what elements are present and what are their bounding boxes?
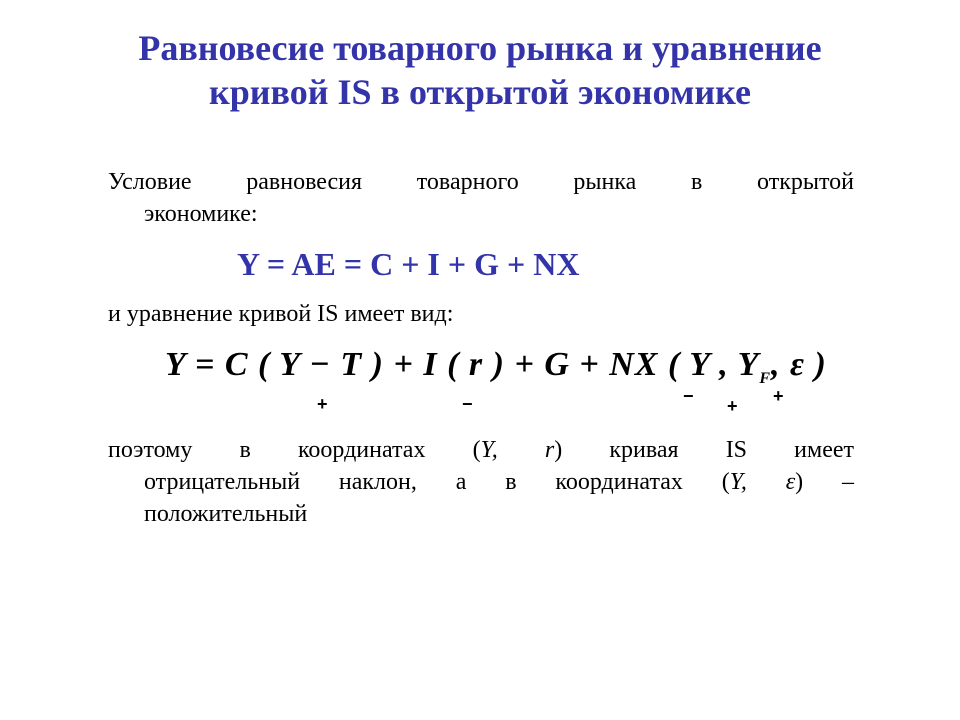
title-line-2: кривой IS в открытой экономике: [209, 72, 751, 112]
slide-title: [40, 26, 920, 114]
equilibrium-condition-paragraph: [108, 166, 854, 230]
paragraph-3-line-3: положительный: [144, 501, 308, 527]
sign-consumption-income: +: [317, 394, 328, 414]
is-curve-equation: [165, 346, 845, 416]
sign-nx-exchange-rate: +: [773, 386, 784, 406]
paragraph-3-line-2: [108, 466, 854, 498]
paragraph-1-line-1: Условие равновесия товарного рынка в открытой: [108, 169, 854, 195]
is-equation-formula: [165, 346, 827, 388]
equilibrium-equation: Y = AE = C + I + G + NX: [237, 246, 580, 282]
is-equation-subscript: F: [759, 370, 772, 387]
paragraph-2-line-1: и уравнение кривой IS имеет вид:: [108, 301, 454, 327]
sign-investment-rate: −: [462, 394, 473, 414]
sign-nx-foreign-income: +: [727, 396, 738, 416]
is-curve-intro: [108, 298, 854, 330]
p3-line1-part-b: ) кривая IS имеет: [554, 437, 854, 463]
p3-line1-part-a: поэтому в координатах (: [108, 437, 481, 463]
slope-conclusion-paragraph: [108, 434, 854, 530]
is-equation-main: Y = C ( Y − T ) + I ( r ) + G + NX ( Y , Y: [165, 346, 760, 383]
paragraph-1-line-2: экономике:: [144, 201, 258, 227]
is-equation-tail: , ε ): [771, 346, 827, 383]
p3-line2-part-b: ) –: [795, 469, 855, 495]
title-line-1: Равновесие товарного рынка и уравнение: [138, 28, 822, 68]
p3-line1-coordinates: Y, r: [480, 437, 555, 463]
p3-line2-coordinates: Y, ε: [729, 469, 796, 495]
sign-nx-income: −: [683, 386, 694, 406]
paragraph-3-line-1: [108, 434, 854, 466]
p3-line2-part-a: отрицательный наклон, а в координатах (: [144, 469, 730, 495]
